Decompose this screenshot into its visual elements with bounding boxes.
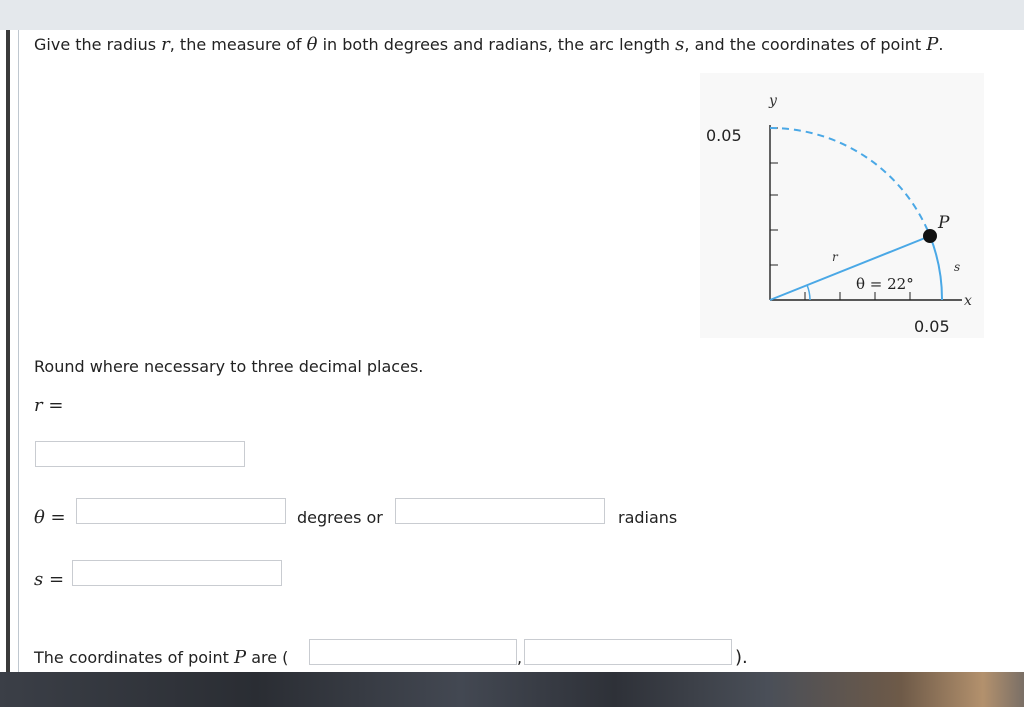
prompt-var-r: r bbox=[161, 34, 170, 55]
prompt-text: Give the radius bbox=[34, 35, 162, 54]
angle-arc bbox=[807, 285, 810, 300]
round-note: Round where necessary to three decimal places. bbox=[34, 357, 424, 376]
radius-label: r bbox=[832, 250, 838, 264]
y-axis-ticks bbox=[770, 128, 778, 265]
point-label: P bbox=[938, 213, 950, 233]
radians-label: radians bbox=[618, 508, 678, 527]
top-bar bbox=[0, 0, 1024, 30]
s-label: s = bbox=[34, 569, 65, 590]
prompt-var-p: P bbox=[926, 34, 939, 55]
theta-label: θ = bbox=[34, 507, 66, 528]
desktop-background bbox=[0, 672, 1024, 707]
figure-svg bbox=[700, 73, 984, 338]
point-y-input[interactable] bbox=[524, 639, 732, 665]
r-input[interactable] bbox=[35, 441, 245, 467]
prompt-var-s: s bbox=[675, 34, 685, 55]
coords-comma: , bbox=[517, 648, 523, 667]
arc-label: s bbox=[954, 260, 961, 274]
arc-s bbox=[930, 236, 942, 300]
unit-circle-figure bbox=[700, 73, 984, 338]
angle-label: θ = 22° bbox=[856, 275, 914, 293]
x-axis-label: x bbox=[964, 293, 972, 309]
s-input[interactable] bbox=[72, 560, 282, 586]
coords-text-are: are ( bbox=[246, 648, 289, 667]
point-x-input[interactable] bbox=[309, 639, 517, 665]
x-axis-ticks bbox=[805, 292, 910, 300]
prompt-text: . bbox=[938, 35, 944, 54]
coords-prompt bbox=[34, 647, 288, 668]
prompt-text: , and the coordinates of point bbox=[684, 35, 927, 54]
y-tick-label: 0.05 bbox=[706, 126, 742, 145]
coords-var-p: P bbox=[234, 647, 247, 668]
r-label: r = bbox=[34, 395, 64, 416]
y-axis-label: y bbox=[769, 93, 777, 109]
coords-text: The coordinates of point bbox=[34, 648, 234, 667]
prompt-text: in both degrees and radians, the arc length bbox=[317, 35, 676, 54]
question-prompt bbox=[34, 34, 943, 55]
prompt-var-theta: θ bbox=[306, 34, 318, 55]
left-border bbox=[6, 30, 10, 672]
prompt-text: , the measure of bbox=[169, 35, 307, 54]
theta-degrees-input[interactable] bbox=[76, 498, 286, 524]
left-border-inner bbox=[18, 30, 19, 672]
x-tick-label: 0.05 bbox=[914, 317, 950, 336]
dashed-arc bbox=[770, 128, 930, 236]
point-p bbox=[923, 229, 937, 243]
coords-close: ). bbox=[735, 647, 748, 668]
degrees-or-label: degrees or bbox=[297, 508, 383, 527]
theta-radians-input[interactable] bbox=[395, 498, 605, 524]
